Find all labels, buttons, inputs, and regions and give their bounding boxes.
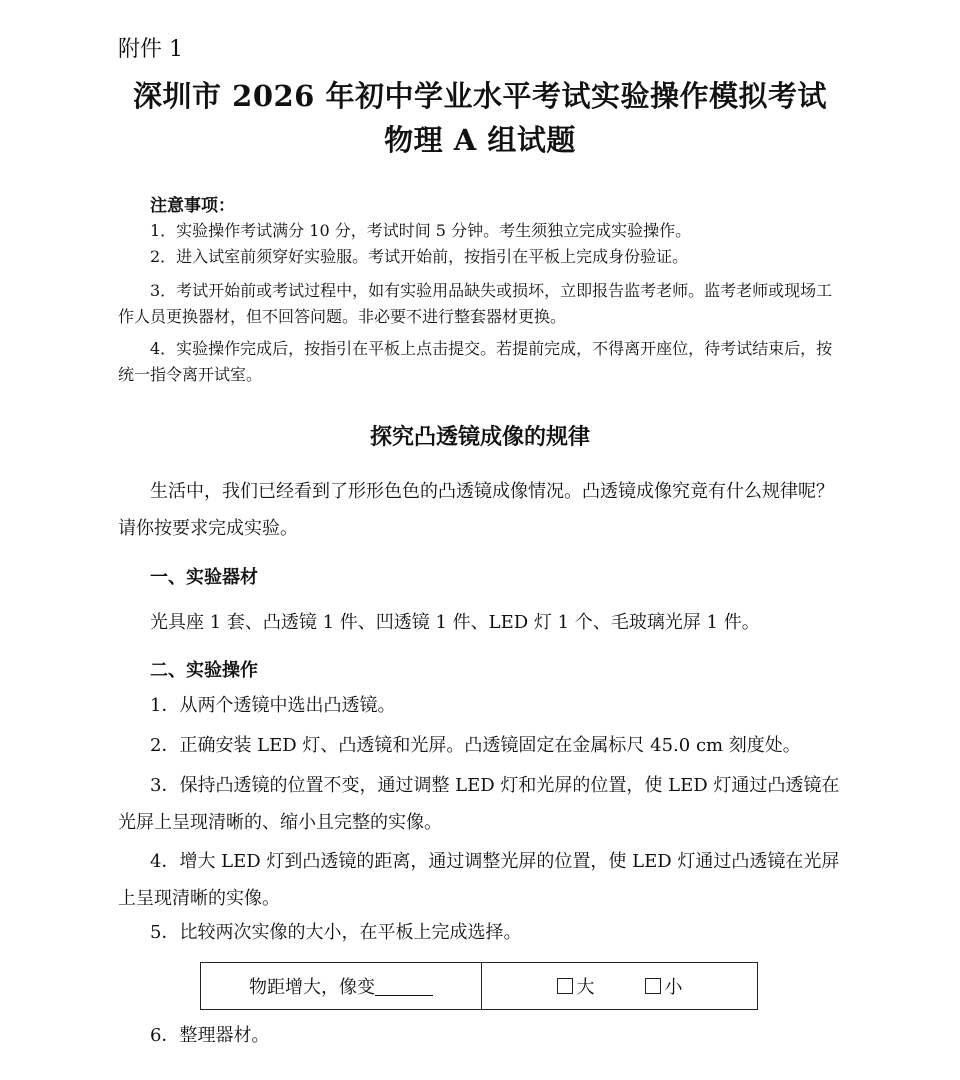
step-item: 3．保持凸透镜的位置不变，通过调整 LED 灯和光屏的位置，使 LED 灯通过凸透镜在光屏上呈现清晰的、缩小且完整的实像。 [118, 775, 840, 833]
note-item: 1．实验操作考试满分 10 分，考试时间 5 分钟。考生须独立完成实验操作。 [150, 221, 692, 240]
section-operation-heading: 二、实验操作 [150, 660, 258, 681]
option-small-checkbox[interactable]: 小 [645, 973, 683, 999]
notes-heading: 注意事项： [150, 196, 235, 216]
attachment-label: 附件 1 [118, 37, 183, 62]
materials-list: 光具座 1 套、凸透镜 1 件、凹透镜 1 件、LED 灯 1 个、毛玻璃光屏 1 件。 [150, 612, 760, 633]
answer-prompt: 物距增大，像变 [249, 977, 375, 998]
step-item: 2．正确安装 LED 灯、凸透镜和光屏。凸透镜固定在金属标尺 45.0 cm 刻度处。 [150, 735, 801, 756]
exam-subtitle: 物理 A 组试题 [384, 123, 576, 157]
experiment-intro: 生活中，我们已经看到了形形色色的凸透镜成像情况。凸透镜成像究竟有什么规律呢？请你按要求完成实验。 [118, 481, 834, 539]
exam-title: 深圳市 2026 年初中学业水平考试实验操作模拟考试 [133, 79, 827, 113]
step-item: 5．比较两次实像的大小，在平板上完成选择。 [150, 922, 522, 943]
experiment-title: 探究凸透镜成像的规律 [369, 424, 590, 450]
note-item: 2．进入试室前须穿好实验服。考试开始前，按指引在平板上完成身份验证。 [150, 247, 689, 266]
checkbox-icon [557, 978, 573, 994]
answer-table [200, 962, 758, 1010]
section-materials-heading: 一、实验器材 [150, 567, 258, 588]
option-big-checkbox[interactable]: 大 [557, 973, 595, 999]
answer-options-cell [482, 963, 757, 1009]
step-item: 6．整理器材。 [150, 1025, 270, 1046]
step-item: 4．增大 LED 灯到凸透镜的距离，通过调整光屏的位置，使 LED 灯通过凸透镜在光屏上呈现清晰的实像。 [118, 851, 840, 909]
answer-blank [375, 977, 433, 996]
step-item: 1．从两个透镜中选出凸透镜。 [150, 695, 396, 716]
answer-prompt-cell [201, 963, 482, 1009]
note-item: 4．实验操作完成后，按指引在平板上点击提交。若提前完成，不得离开座位，待考试结束后，按统一指令离开试室。 [118, 339, 833, 384]
note-item: 3．考试开始前或考试过程中，如有实验用品缺失或损坏，立即报告监考老师。监考老师或现场工作人员更换器材，但不回答问题。非必要不进行整套器材更换。 [118, 281, 833, 326]
checkbox-icon [645, 978, 661, 994]
